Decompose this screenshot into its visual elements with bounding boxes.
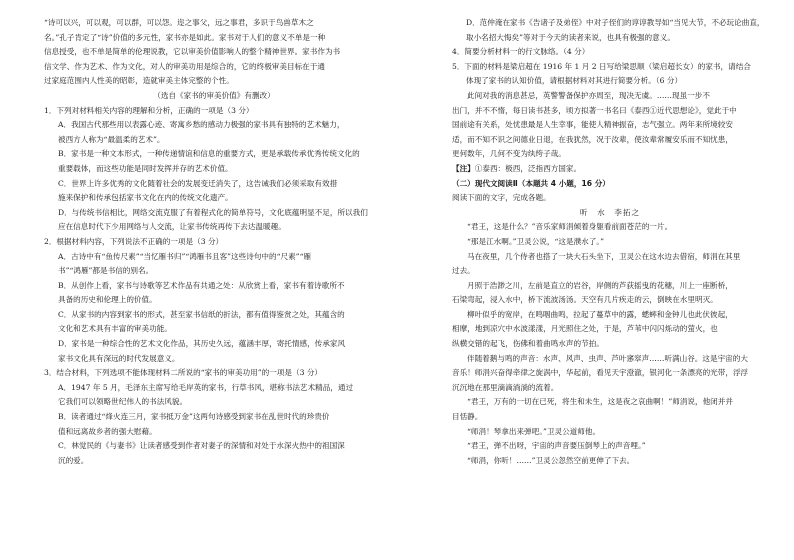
left-column xyxy=(44,16,384,468)
footnote xyxy=(452,162,768,177)
paragraph-line: 相摩，地到凉穴中水波漾漾，月光照住之处，于是，芦苇中闪闪烁动的萤火，也 xyxy=(452,324,718,334)
option-line: B．读者通过“烽火连三月，家书抵万金”这两句诗感受到家书在乱世时代的珍贵价 xyxy=(58,412,330,422)
option-line: A．古诗中有“鱼传尺素”“当忆雁书归”“鸿雁书且客”这些诗句中的“尺素”“雁 xyxy=(58,251,312,261)
option-line: A．1947 年 5 月，毛泽东主席写给毛岸英的家书，行草书风，堪称书法艺术精品，通过 xyxy=(58,382,354,392)
question-stem: 4．简要分析材料一的行文脉络。（4 分） xyxy=(452,47,590,57)
paragraph-line: 伴随着鹅与鸣的声音：水声、风声、虫声、芦叶窸窣声……听满山谷。这是宇宙的大 xyxy=(467,353,748,363)
paragraph-line: “君王，万有的一切在已死，将生和未生，这是夜之哀曲啊！”师涓说，他闭并并 xyxy=(467,397,733,407)
paragraph-line: 马在夜里，几个侍者也搭了一块大石头坐下，卫灵公在这水边去借宿，师涓在其里 xyxy=(467,251,741,261)
paragraph-line: 过家庭范围内人性美的昭彰，造就审美主体完整的个性。 xyxy=(44,76,234,86)
option-line: B．家书是一种文本形式，一种传递情谊和信息的重要方式，更是承载传承优秀传统文化的 xyxy=(58,149,360,159)
paragraph-line: 国前途有关系，处忧患最是人生幸事，能使人精神振奋，志气强立。两年来所境较安 xyxy=(452,120,733,130)
paragraph-line: 过去。 xyxy=(452,266,475,276)
paragraph-line: 出门，并不不惰，每日读书甚多，顷方拟著一书名曰《泰西①近代思想论》，觉此于中 xyxy=(452,105,737,115)
paragraph-line: 音乐！师涓兴奋得牵律之旋涡中，华起前，看见天宇澄澈，银河化一条漂亮的光带，浮浮 xyxy=(452,368,749,378)
question-stem: 2．根据材料内容，下列说法不正确的一项是（3 分） xyxy=(44,236,224,246)
option-line: C．世界上许多优秀的文化随着社会的发展变迁消失了，这告诫我们必须采取有效措 xyxy=(58,178,338,188)
footnote-text: ①泰西：极西，泛指西方国家。 xyxy=(474,163,582,173)
option-line: D．范仲淹在家书《告诸子及弟侄》中对子侄们的谆谆教导如“当见大节，不必玩论曲直， xyxy=(466,18,765,27)
option-line: B．从创作上看，家书与诗歌等艺术作品有共通之处：从欣赏上看，家书有着诗歌所不 xyxy=(58,280,345,290)
option-line: 取小名招大悔矣”等对于今天的读者来说，也具有极强的意义。 xyxy=(466,32,675,42)
footnote-tag: 【注】 xyxy=(452,163,475,173)
option-line: 它我们可以领略世纪伟人的书法风貌。 xyxy=(58,397,188,407)
option-line: A．我国古代那些用以表露心迹、寄寓乡愁的感动力极强的家书具有独特的艺术魅力， xyxy=(58,120,345,130)
paragraph-line: 柳叶似乎的宽岸，在鸣咽曲鸣，拉起了蔓草中的露，蟋蟀和金钟儿也此伏彼起， xyxy=(467,309,733,319)
question-stem: 5．下面的材料是梁启超在 1916 年 1 月 2 日写给梁思顺（梁启超长女）的家书，请结合 xyxy=(452,61,751,71)
paragraph-line: 信息授受，也不单是简单的伦理说教，它以审美价值影响人的整个精神世界。家书作为书 xyxy=(44,47,341,57)
option-line: C．林觉民的《与妻书》让读者感受到作者对妻子的深情和对处于水深火热中的祖国深 xyxy=(58,441,345,451)
option-line: 家书文化具有深远的时代发展意义。 xyxy=(58,353,180,363)
paragraph-line: “师涓！琴拿出来弹吧。”卫灵公道师他。 xyxy=(467,426,601,436)
paragraph-line: 目恬静。 xyxy=(452,412,483,422)
paragraph-line: 信文学、作为艺术、作为文化，对人的审美功用是综合的，它的终极审美目标在于通 xyxy=(44,61,325,71)
option-line: 应在信息时代下少用网络与人交流，让家书传统再传下去达温暖趣。 xyxy=(58,222,286,232)
paragraph-line: 名。”孔子肯定了“诗”价值的多元性，家书亦是如此。家书对于人们的意义不单是一种 xyxy=(44,32,326,42)
paragraph-line: 石梁弯起，浸入水中，桥下流波汤汤。天空有几片疾走的云，倒映在水里明灭。 xyxy=(452,295,718,305)
option-line: 沉的爱。 xyxy=(58,455,89,465)
right-column xyxy=(452,16,768,468)
option-line: 具备的历史和伦理上的价值。 xyxy=(58,295,157,305)
option-line: 体现了家书的认知价值，请根据材料对其进行简要分析。（6 分） xyxy=(466,76,683,86)
paragraph-line: “那是江水啊。”卫灵公说，“这是濮水了。” xyxy=(467,236,605,246)
option-line: 文化和艺术具有丰富的审美功能。 xyxy=(58,324,172,334)
option-line: D．与传统书信相比，网络交流克服了有着程式化的简单符号，文化底蕴明显不足，所以我们 xyxy=(58,207,368,217)
paragraph-line: “师涓，你听！……”卫灵公忽然空前更伸了下去。 xyxy=(467,455,635,465)
paragraph-line: 此间对我的消息甚忌，英警警备保护亦周至，现决无虞。……现虽一步不 xyxy=(467,90,710,100)
paragraph-line: “诗可以兴，可以观，可以群，可以怨。迩之事父，远之事君，多识于鸟兽草木之 xyxy=(44,18,314,27)
option-line: C．从家书的内容到家书的形式，甚至家书信纸的折法，都有值得鉴赏之处，其蕴含的 xyxy=(58,309,345,319)
paragraph-line: “君王，弹不出呀，宇宙的声音要压倒琴上的声音哩。” xyxy=(467,441,646,451)
option-line: 被西方人称为“最温柔的艺术”。 xyxy=(58,134,165,144)
option-line: 值和远离故乡者的强大慰藉。 xyxy=(58,426,157,436)
paragraph-line: “君王，这是什么？”音乐家师涓倾着身躯看前面苍茫的一片。 xyxy=(467,222,673,232)
paragraph-line: 月照于浩渺之川，左前是直立的岩谷，岸侧的芦荻摇曳的花穗，川上一座断桥， xyxy=(467,280,733,290)
source-citation: （选自《家书的审美价值》有删改） xyxy=(153,90,275,100)
option-line: D．家书是一种综合性的艺术文化作品，其历史久远，蕴涵丰厚，寄托情感，传承家风 xyxy=(58,339,346,349)
option-line: 施来保护和传承包括家书文化在内的传统文化遗产。 xyxy=(58,193,233,203)
paragraph-line: 纵横交错的起飞，伤佛和着曲鸣水声的节拍。 xyxy=(452,339,604,349)
passage-title: 听 水 李拓之 xyxy=(579,207,641,217)
question-stem: 3．结合材料，下列选项不能体现材料二所说的“家书的审美功用”的一项是（3 分） xyxy=(44,368,323,378)
question-stem: 1．下列对材料相关内容的理解和分析，正确的一项是（3 分） xyxy=(44,105,254,115)
paragraph-line: 更何数年，几何不变为纨绔子哉。 xyxy=(452,149,566,159)
section-heading: （二）现代文阅读Ⅱ（本题共 4 小题，16 分） xyxy=(452,178,610,188)
paragraph-line: 沉沉地在那里滴滴淌淌的流着。 xyxy=(452,382,559,392)
paragraph-line: 适，而不知不识之间德业日退，在我犹然，况于汝辈，使汝辈常履安乐而不知忧患， xyxy=(452,134,733,144)
option-line: 书”“鸿雁”都是书信的别名。 xyxy=(58,266,154,276)
paragraph-line: 阅读下面的文字，完成各题。 xyxy=(452,193,551,203)
option-line: 重要载体，而这些功能是同时发挥并存的艺术价值。 xyxy=(58,163,233,173)
